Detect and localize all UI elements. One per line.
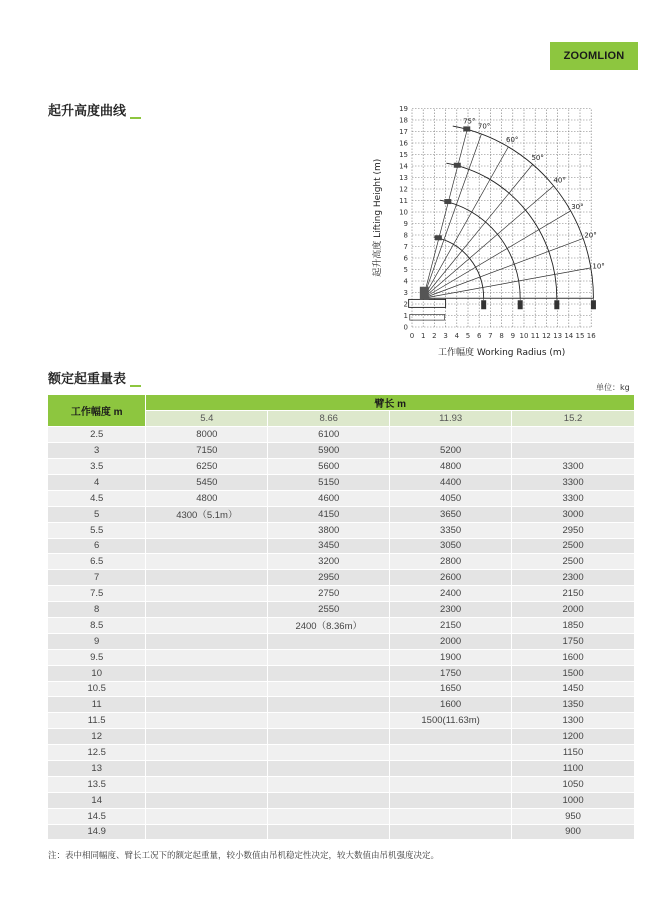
load-cell [146, 617, 268, 633]
logo-text: ZOOMLION [563, 50, 625, 62]
load-cell: 1750 [512, 633, 635, 649]
load-cell: 2000 [390, 633, 512, 649]
load-cell [146, 554, 268, 570]
load-cell: 1200 [512, 729, 635, 745]
boom-angle-label: 70° [477, 122, 491, 131]
header-boom: 臂长 m [146, 395, 635, 411]
load-cell [268, 633, 390, 649]
table-row [48, 776, 635, 792]
load-cell [146, 792, 268, 808]
y-tick-label: 12 [399, 185, 408, 194]
radius-cell: 11.5 [48, 713, 146, 729]
table-row [48, 586, 635, 602]
title-accent-dash [130, 117, 141, 119]
y-tick-label: 0 [403, 323, 408, 332]
table-row [48, 538, 635, 554]
y-tick-label: 9 [403, 220, 408, 228]
table-row [48, 506, 635, 522]
y-tick-label: 6 [403, 254, 408, 263]
y-tick-label: 17 [399, 128, 408, 136]
load-cell: 5450 [146, 474, 268, 490]
load-cell [146, 649, 268, 665]
y-tick-label: 18 [399, 116, 408, 125]
table-row [48, 745, 635, 761]
load-cell: 2400（8.36m） [268, 617, 390, 633]
x-tick-label: 2 [432, 332, 437, 340]
y-tick-label: 3 [403, 289, 408, 297]
radius-cell: 7.5 [48, 586, 146, 602]
load-cell: 2550 [268, 602, 390, 618]
radius-cell: 2.5 [48, 427, 146, 443]
load-cell: 2950 [512, 522, 635, 538]
chart-svg [360, 95, 630, 365]
load-chart-table [48, 395, 635, 840]
load-cell [268, 713, 390, 729]
load-cell [268, 649, 390, 665]
table-row [48, 729, 635, 745]
x-tick-label: 10 [519, 332, 529, 340]
header-boom-length: 15.2 [512, 411, 635, 427]
y-tick-label: 5 [403, 266, 408, 274]
y-tick-label: 19 [399, 105, 408, 113]
radius-cell: 14.9 [48, 824, 146, 840]
load-cell: 1100 [512, 760, 635, 776]
load-cell [268, 808, 390, 824]
load-cell [268, 681, 390, 697]
hook-block [481, 300, 486, 309]
x-tick-label: 3 [443, 332, 448, 340]
load-cell: 1450 [512, 681, 635, 697]
load-cell: 3300 [512, 459, 635, 475]
load-cell: 2600 [390, 570, 512, 586]
table-row [48, 602, 635, 618]
load-cell [146, 633, 268, 649]
y-tick-label: 16 [399, 139, 408, 148]
table-row [48, 760, 635, 776]
load-cell [146, 808, 268, 824]
load-cell: 3300 [512, 474, 635, 490]
x-tick-label: 15 [575, 332, 585, 340]
y-tick-label: 4 [403, 277, 408, 286]
load-cell [146, 776, 268, 792]
load-cell [268, 792, 390, 808]
table-row [48, 697, 635, 713]
load-cell [268, 665, 390, 681]
load-cell [268, 729, 390, 745]
load-cell [390, 792, 512, 808]
load-cell: 5600 [268, 459, 390, 475]
x-tick-label: 8 [499, 332, 504, 340]
radius-cell: 12 [48, 729, 146, 745]
load-cell: 5200 [390, 443, 512, 459]
boom-head [435, 235, 442, 240]
load-table-body [48, 427, 635, 840]
x-tick-label: 4 [454, 332, 460, 340]
x-tick-label: 7 [488, 332, 493, 340]
table-row [48, 474, 635, 490]
hook-block [591, 300, 596, 309]
table-row [48, 570, 635, 586]
table-row [48, 824, 635, 840]
header-boom-length: 5.4 [146, 411, 268, 427]
boom-angle-label: 75° [463, 117, 476, 126]
table-row [48, 427, 635, 443]
footnote: 注：表中相同幅度、臂长工况下的额定起重量，较小数值由吊机稳定性决定，较大数值由吊机强度决定。 [48, 851, 440, 861]
x-tick-label: 6 [476, 332, 482, 340]
load-cell: 3050 [390, 538, 512, 554]
table-row [48, 681, 635, 697]
table-row [48, 554, 635, 570]
load-cell [146, 522, 268, 538]
load-cell [146, 538, 268, 554]
table-row [48, 808, 635, 824]
load-cell [146, 586, 268, 602]
load-cell: 2150 [512, 586, 635, 602]
load-cell: 1750 [390, 665, 512, 681]
y-axis-label: 起升高度 Lifting Height (m) [373, 158, 383, 277]
load-cell [146, 713, 268, 729]
load-cell [512, 443, 635, 459]
boom-angle-line [423, 147, 508, 298]
radius-cell: 12.5 [48, 745, 146, 761]
lifting-height-chart [360, 95, 630, 365]
load-cell: 1000 [512, 792, 635, 808]
load-cell: 5900 [268, 443, 390, 459]
load-cell [268, 824, 390, 840]
y-tick-label: 2 [403, 300, 408, 309]
crane-column [420, 287, 429, 300]
table-row [48, 633, 635, 649]
load-cell [512, 427, 635, 443]
load-cell: 4400 [390, 474, 512, 490]
load-cell [268, 697, 390, 713]
load-cell: 7150 [146, 443, 268, 459]
y-tick-label: 14 [399, 162, 408, 171]
y-tick-label: 7 [403, 243, 408, 251]
load-cell: 1850 [512, 617, 635, 633]
boom-angle-label: 20° [584, 231, 597, 240]
hook-block [518, 300, 523, 309]
radius-cell: 6 [48, 538, 146, 554]
load-cell [146, 697, 268, 713]
load-cell: 2300 [390, 602, 512, 618]
radius-cell: 10.5 [48, 681, 146, 697]
load-cell: 3450 [268, 538, 390, 554]
boom-head [463, 126, 470, 131]
load-cell: 4150 [268, 506, 390, 522]
table-row [48, 617, 635, 633]
x-tick-label: 16 [586, 332, 596, 340]
load-cell [146, 729, 268, 745]
load-cell: 1350 [512, 697, 635, 713]
load-cell [390, 745, 512, 761]
table-row [48, 713, 635, 729]
load-cell: 8000 [146, 427, 268, 443]
y-tick-label: 8 [403, 231, 408, 240]
y-tick-label: 1 [403, 312, 408, 320]
load-cell [146, 760, 268, 776]
load-cell: 3200 [268, 554, 390, 570]
boom-angle-label: 10° [592, 262, 605, 271]
load-cell [390, 760, 512, 776]
load-cell [146, 665, 268, 681]
load-cell: 2500 [512, 554, 635, 570]
radius-cell: 8 [48, 602, 146, 618]
boom-angle-label: 60° [506, 135, 519, 144]
load-cell: 2300 [512, 570, 635, 586]
load-cell: 950 [512, 808, 635, 824]
load-cell [146, 745, 268, 761]
load-cell: 2800 [390, 554, 512, 570]
load-cell: 2950 [268, 570, 390, 586]
x-tick-label: 14 [564, 332, 574, 340]
hook-block [554, 300, 559, 309]
load-cell: 3000 [512, 506, 635, 522]
load-cell: 3350 [390, 522, 512, 538]
table-row [48, 522, 635, 538]
load-cell: 1300 [512, 713, 635, 729]
radius-cell: 4 [48, 474, 146, 490]
load-cell: 4050 [390, 490, 512, 506]
radius-cell: 10 [48, 665, 146, 681]
unit-note: 单位：kg [596, 383, 630, 392]
load-cell: 1150 [512, 745, 635, 761]
radius-cell: 6.5 [48, 554, 146, 570]
load-cell: 2750 [268, 586, 390, 602]
load-cell: 1500 [512, 665, 635, 681]
boom-angle-label: 40° [553, 176, 566, 185]
header-boom-length: 8.66 [268, 411, 390, 427]
radius-cell: 3 [48, 443, 146, 459]
load-cell [146, 602, 268, 618]
load-cell: 2400 [390, 586, 512, 602]
radius-cell: 9 [48, 633, 146, 649]
table-row [48, 665, 635, 681]
boom-head [454, 163, 461, 168]
crane-base [409, 299, 446, 307]
load-cell: 900 [512, 824, 635, 840]
radius-cell: 14 [48, 792, 146, 808]
load-cell: 1600 [390, 697, 512, 713]
load-cell: 5150 [268, 474, 390, 490]
load-cell: 1650 [390, 681, 512, 697]
x-tick-label: 1 [420, 332, 426, 340]
x-tick-label: 5 [465, 332, 471, 340]
x-tick-label: 11 [530, 332, 540, 340]
load-cell: 4600 [268, 490, 390, 506]
table-row [48, 443, 635, 459]
load-cell [268, 776, 390, 792]
title-accent-dash [130, 385, 141, 387]
load-cell: 3650 [390, 506, 512, 522]
x-tick-label: 12 [541, 332, 551, 340]
radius-cell: 5.5 [48, 522, 146, 538]
load-cell [390, 776, 512, 792]
load-cell: 2500 [512, 538, 635, 554]
load-cell: 1050 [512, 776, 635, 792]
load-cell: 3800 [268, 522, 390, 538]
load-cell: 1900 [390, 649, 512, 665]
radius-cell: 9.5 [48, 649, 146, 665]
radius-cell: 13 [48, 760, 146, 776]
x-tick-label: 13 [553, 332, 563, 340]
load-cell: 2150 [390, 617, 512, 633]
radius-cell: 13.5 [48, 776, 146, 792]
load-table-title [48, 368, 141, 387]
header-radius: 工作幅度 m [48, 395, 146, 427]
y-tick-label: 11 [399, 197, 408, 205]
load-cell: 4800 [146, 490, 268, 506]
load-cell [390, 729, 512, 745]
brand-logo [550, 42, 638, 70]
load-cell: 4300（5.1m） [146, 506, 268, 522]
load-table-title-text: 额定起重量表 [48, 372, 127, 387]
load-cell: 2000 [512, 602, 635, 618]
header-boom-length: 11.93 [390, 411, 512, 427]
load-cell [146, 824, 268, 840]
table-row [48, 649, 635, 665]
load-cell [268, 760, 390, 776]
x-axis-label: 工作幅度 Working Radius (m) [437, 348, 566, 358]
load-cell [390, 427, 512, 443]
table-row [48, 490, 635, 506]
load-cell: 6100 [268, 427, 390, 443]
load-cell [268, 745, 390, 761]
load-cell: 3300 [512, 490, 635, 506]
boom-angle-label: 50° [531, 154, 544, 163]
radius-cell: 4.5 [48, 490, 146, 506]
load-cell: 1500(11.63m) [390, 713, 512, 729]
y-tick-label: 15 [399, 151, 408, 159]
radius-cell: 8.5 [48, 617, 146, 633]
boom-head [444, 199, 451, 204]
load-cell: 1600 [512, 649, 635, 665]
table-row [48, 459, 635, 475]
boom-angle-label: 30° [571, 202, 584, 211]
lifting-height-title-text: 起升高度曲线 [48, 104, 127, 119]
x-tick-label: 0 [409, 332, 415, 340]
load-cell: 6250 [146, 459, 268, 475]
radius-cell: 5 [48, 506, 146, 522]
load-cell [146, 570, 268, 586]
y-tick-label: 13 [399, 174, 408, 182]
radius-cell: 14.5 [48, 808, 146, 824]
y-tick-label: 10 [399, 208, 408, 217]
table-row [48, 792, 635, 808]
load-cell [390, 824, 512, 840]
x-tick-label: 9 [510, 332, 516, 340]
radius-cell: 3.5 [48, 459, 146, 475]
load-cell: 4800 [390, 459, 512, 475]
lifting-height-title [48, 100, 141, 119]
load-cell [390, 808, 512, 824]
radius-cell: 11 [48, 697, 146, 713]
radius-cell: 7 [48, 570, 146, 586]
load-cell [146, 681, 268, 697]
